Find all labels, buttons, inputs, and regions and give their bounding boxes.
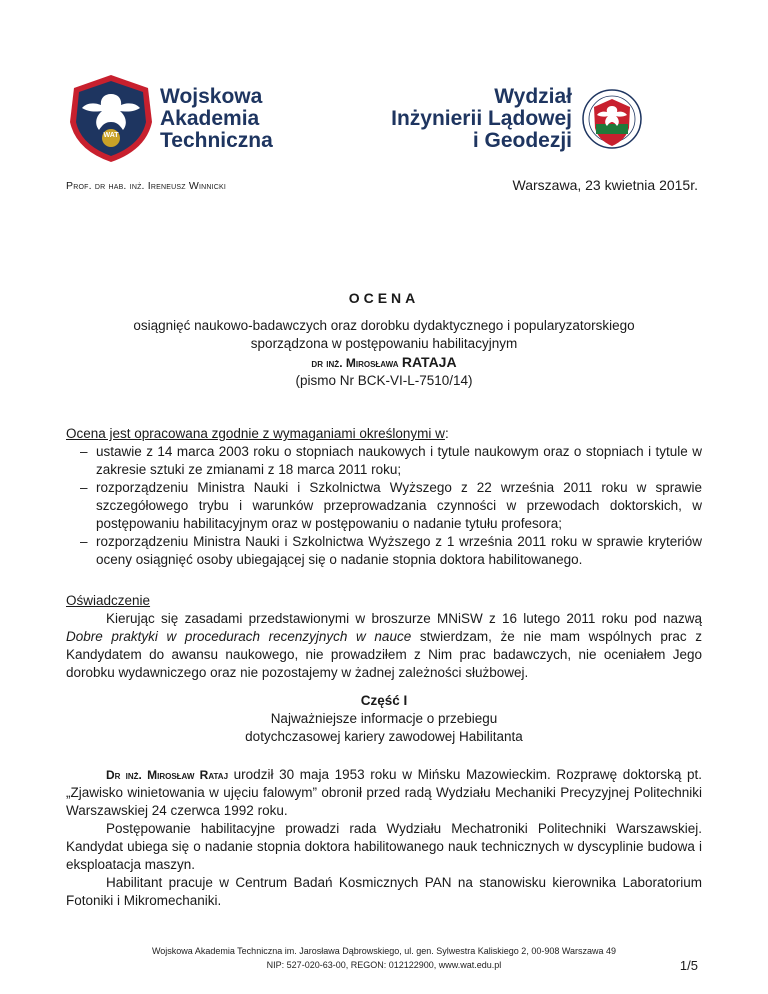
page-footer [0, 944, 768, 972]
wat-wordmark-line: Akademia [160, 107, 260, 130]
wil-wordmark-line: Wydział [494, 85, 572, 108]
part1-label: Część I [360, 693, 408, 708]
part1-body [66, 766, 702, 910]
wat-badge-text: WAT [103, 132, 119, 139]
wil-wordmark-line: i Geodezji [472, 129, 572, 152]
candidate-name-prefix: dr inż. Mirosława [311, 356, 402, 370]
paragraph [66, 766, 702, 820]
list-item: – ustawie z 14 marca 2003 roku o stopniach naukowych i tytule naukowym oraz o stopniach i tytule w zakresie sztuki ze zmianami z 18 marca 2011 roku; [66, 443, 702, 479]
declaration-heading: Oświadczenie [66, 593, 151, 608]
part1-title-line: dotychczasowej kariery zawodowej Habilitanta [245, 729, 523, 744]
paragraph: Habilitant pracuje w Centrum Badań Kosmicznych PAN na stanowisku kierownika Laboratorium Fotoniki i Mikromechaniki. [66, 875, 702, 908]
wat-wordmark-line: Wojskowa [160, 85, 263, 108]
wil-wordmark [391, 86, 572, 152]
document-title: OCENA [348, 290, 420, 306]
paragraph: Postępowanie habilitacyjne prowadzi rada Wydziału Mechatroniki Politechniki Warszawskiej. Kandydat ubiega się o nadanie stopnia doktora habilitowanego nauk technicznych w dyscyplinie budowa i eksploatacja maszyn. [66, 821, 702, 872]
requirements-list [66, 443, 702, 569]
requirements-heading-text: Ocena jest opracowana zgodnie z wymaganiami określonymi w [66, 426, 445, 441]
paragraph-text: urodził 30 maja 1953 roku w Mińsku Mazowieckim. Rozprawę doktorską pt. „Zjawisko winietowania w ujęciu falowym” obronił przed radą Wydziału Mechaniki Precyzyjnej Politechniki Warszawskiej 24 czerwca 1992 roku. [66, 767, 702, 818]
subject-line: sporządzona w postępowaniu habilitacyjnym [250, 336, 518, 351]
part1-title-line: Najważniejsze informacje o przebiegu [270, 711, 498, 726]
requirements-section [66, 425, 702, 569]
wil-faculty-logo [582, 86, 642, 159]
declaration-brochure-title: Dobre praktyki w procedurach recenzyjnych w nauce [66, 629, 412, 644]
list-item: – rozporządzeniu Ministra Nauki i Szkolnictwa Wyższego z 1 września 2011 roku w sprawie kryteriów oceny osiągnięć osoby ubiegającej się o nadanie stopnia doktora habilitowanego. [66, 533, 702, 569]
declaration-section [66, 592, 702, 682]
declaration-text-start: Kierując się zasadami przedstawionymi w broszurze MNiSW z 16 lutego 2011 roku pod nazwą [106, 611, 702, 626]
footer-identifiers: NIP: 527-020-63-00, REGON: 012122900, www.wat.edu.pl [266, 960, 502, 970]
wil-wordmark-line: Inżynierii Lądowej [391, 107, 572, 130]
document-date: Warszawa, 23 kwietnia 2015r. [512, 177, 698, 193]
wat-eagle-logo [66, 72, 156, 169]
requirements-heading-colon: : [444, 426, 449, 441]
wat-wordmark [160, 86, 273, 152]
document-subject [80, 317, 688, 390]
author-name: Prof. dr hab. inż. Ireneusz Winnicki [66, 180, 227, 192]
reference-number: (pismo Nr BCK-VI-L-7510/14) [295, 373, 473, 388]
page-number: 1/5 [679, 958, 698, 973]
habilitant-name: Dr inż. Mirosław Rataj [106, 768, 229, 782]
part1-heading [66, 692, 702, 746]
candidate-name [80, 353, 688, 372]
requirements-heading [66, 425, 702, 443]
subject-line: osiągnięć naukowo-badawczych oraz dorobku dydaktycznego i popularyzatorskiego [133, 318, 635, 333]
list-item: – rozporządzeniu Ministra Nauki i Szkolnictwa Wyższego z 22 września 2011 roku w sprawie szczegółowego trybu i warunków przeprowadzania czynności w przewodach doktorskich, w postępowaniu habilitacyjnym oraz w postępowaniu o nadanie tytułu profesora; [66, 479, 702, 533]
declaration-text [66, 610, 702, 682]
wat-wordmark-line: Techniczna [160, 129, 273, 152]
declaration-text-end: stwierdzam, że nie mam wspólnych prac z Kandydatem do awansu naukowego, nie prowadziłem z Nim prac badawczych, nie oceniałem Jego dorobku wydawniczego oraz nie pozostajemy w żadnej zależności służbowej. [66, 629, 702, 680]
candidate-surname: RATAJA [401, 354, 457, 370]
footer-address: Wojskowa Akademia Techniczna im. Jarosława Dąbrowskiego, ul. gen. Sylwestra Kaliskiego 2, 00-908 Warszawa 49 [151, 946, 617, 956]
